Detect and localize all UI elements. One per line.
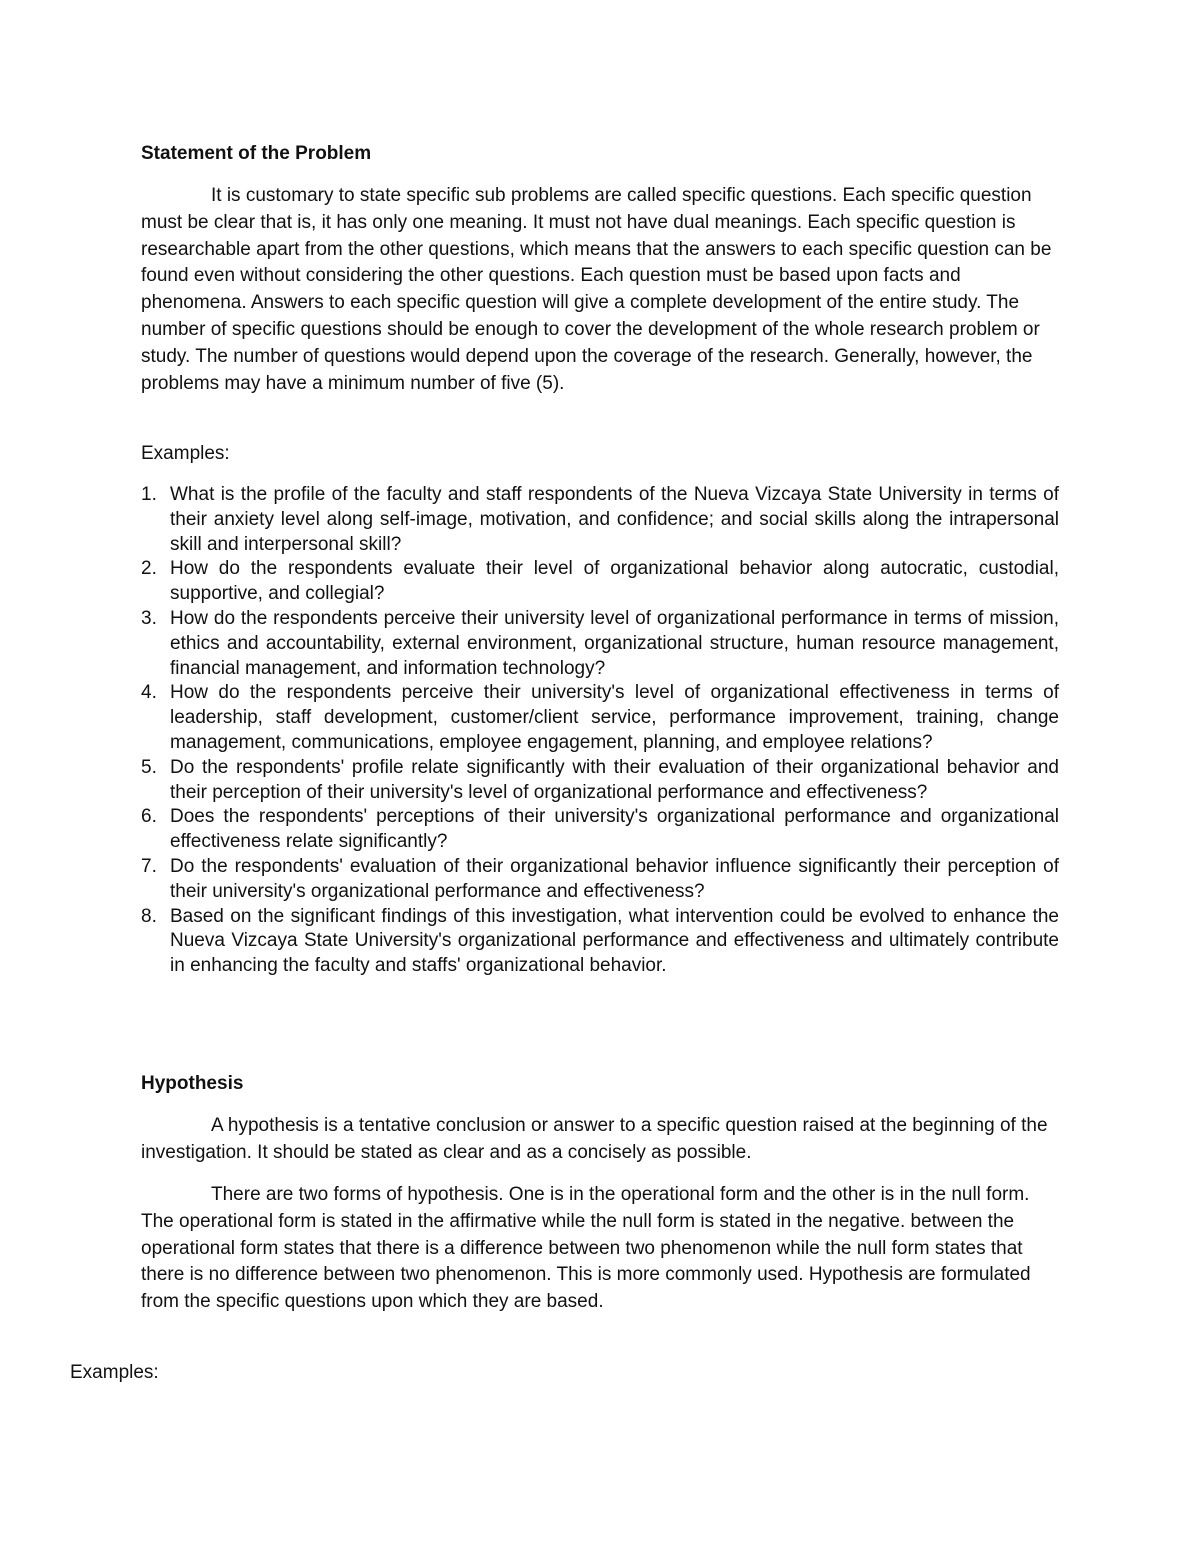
list-item-number: 5. [141,756,157,778]
list-item-number: 1. [141,484,157,505]
list-item [141,805,1059,855]
list-item-text: Does the respondents' perceptions of their university's organizational performance and organizational effectiveness relate significantly? [170,806,1059,853]
list-item-text: What is the profile of the faculty and staff respondents of the Nueva Vizcaya State University in terms of their anxiety level along self-image, motivation, and confidence; and social skills along the intrapersonal skill and interpersonal skill? [170,484,1059,555]
statement-heading: Statement of the Problem [141,143,372,164]
list-item [141,855,1059,905]
hypothesis-heading: Hypothesis [141,1073,244,1094]
hypothesis-paragraph-2: There are two forms of hypothesis. One is in the operational form and the other is in the null form. The operational form is stated in the affirmative while the null form is stated in the negative. between the operational form states that there is a difference between two phenomenon while the null form states that there is no difference between two phenomenon. This is more commonly used. Hypothesis are formulated from the specific questions upon which they are based. [141,1184,1031,1313]
list-item-text: Do the respondents' profile relate significantly with their evaluation of their organizational behavior and their perception of their university's level of organizational performance and effectiveness? [170,756,1059,803]
list-item [141,756,1059,806]
list-item-number: 8. [141,905,157,927]
list-item-text: How do the respondents evaluate their level of organizational behavior along autocratic, custodial, supportive, and collegial? [170,558,1059,605]
list-item-text: How do the respondents perceive their university level of organizational performance in terms of mission, ethics and accountability, external environment, organizational structure, human resource management, financial management, and information technology? [170,607,1059,679]
list-item-text: Do the respondents' evaluation of their organizational behavior influence significantly their perception of their university's organizational performance and effectiveness? [170,855,1059,902]
statement-examples-label: Examples: [141,443,230,464]
list-item-text: Based on the significant findings of this investigation, what intervention could be evolved to enhance the Nueva Vizcaya State University's organizational performance and effectiveness and ultimately contribute in enhancing the faculty and staffs' organizational behavior. [170,905,1059,977]
list-item [141,607,1059,681]
list-item-number: 6. [141,806,157,828]
hypothesis-examples-label: Examples: [70,1362,159,1383]
list-item-number: 2. [141,558,157,580]
list-item [141,905,1059,979]
hypothesis-paragraph-1: A hypothesis is a tentative conclusion or answer to a specific question raised at the beginning of the investigation. It should be stated as clear and as a concisely as possible. [141,1115,1048,1163]
list-item-text: How do the respondents perceive their university's level of organizational effectiveness in terms of leadership, staff development, customer/client service, performance improvement, training, change management, communications, employee engagement, planning, and employee relations? [170,682,1059,753]
list-item-number: 3. [141,607,157,629]
list-item-number: 4. [141,682,157,704]
list-item [141,483,1059,557]
specific-questions-list [141,483,1059,979]
list-item [141,681,1059,755]
list-item-number: 7. [141,855,157,877]
list-item [141,557,1059,607]
statement-paragraph: It is customary to state specific sub problems are called specific questions. Each specific question must be clear that is, it has only one meaning. It must not have dual meanings. Each specific question is researchable apart from the other questions, which means that the answers to each specific question can be found even without considering the other questions. Each question must be based upon facts and phenomena. Answers to each specific question will give a complete development of the entire study. The number of specific questions should be enough to cover the development of the whole research problem or study. The number of questions would depend upon the coverage of the research. Generally, however, the problems may have a minimum number of five (5). [141,185,1052,394]
